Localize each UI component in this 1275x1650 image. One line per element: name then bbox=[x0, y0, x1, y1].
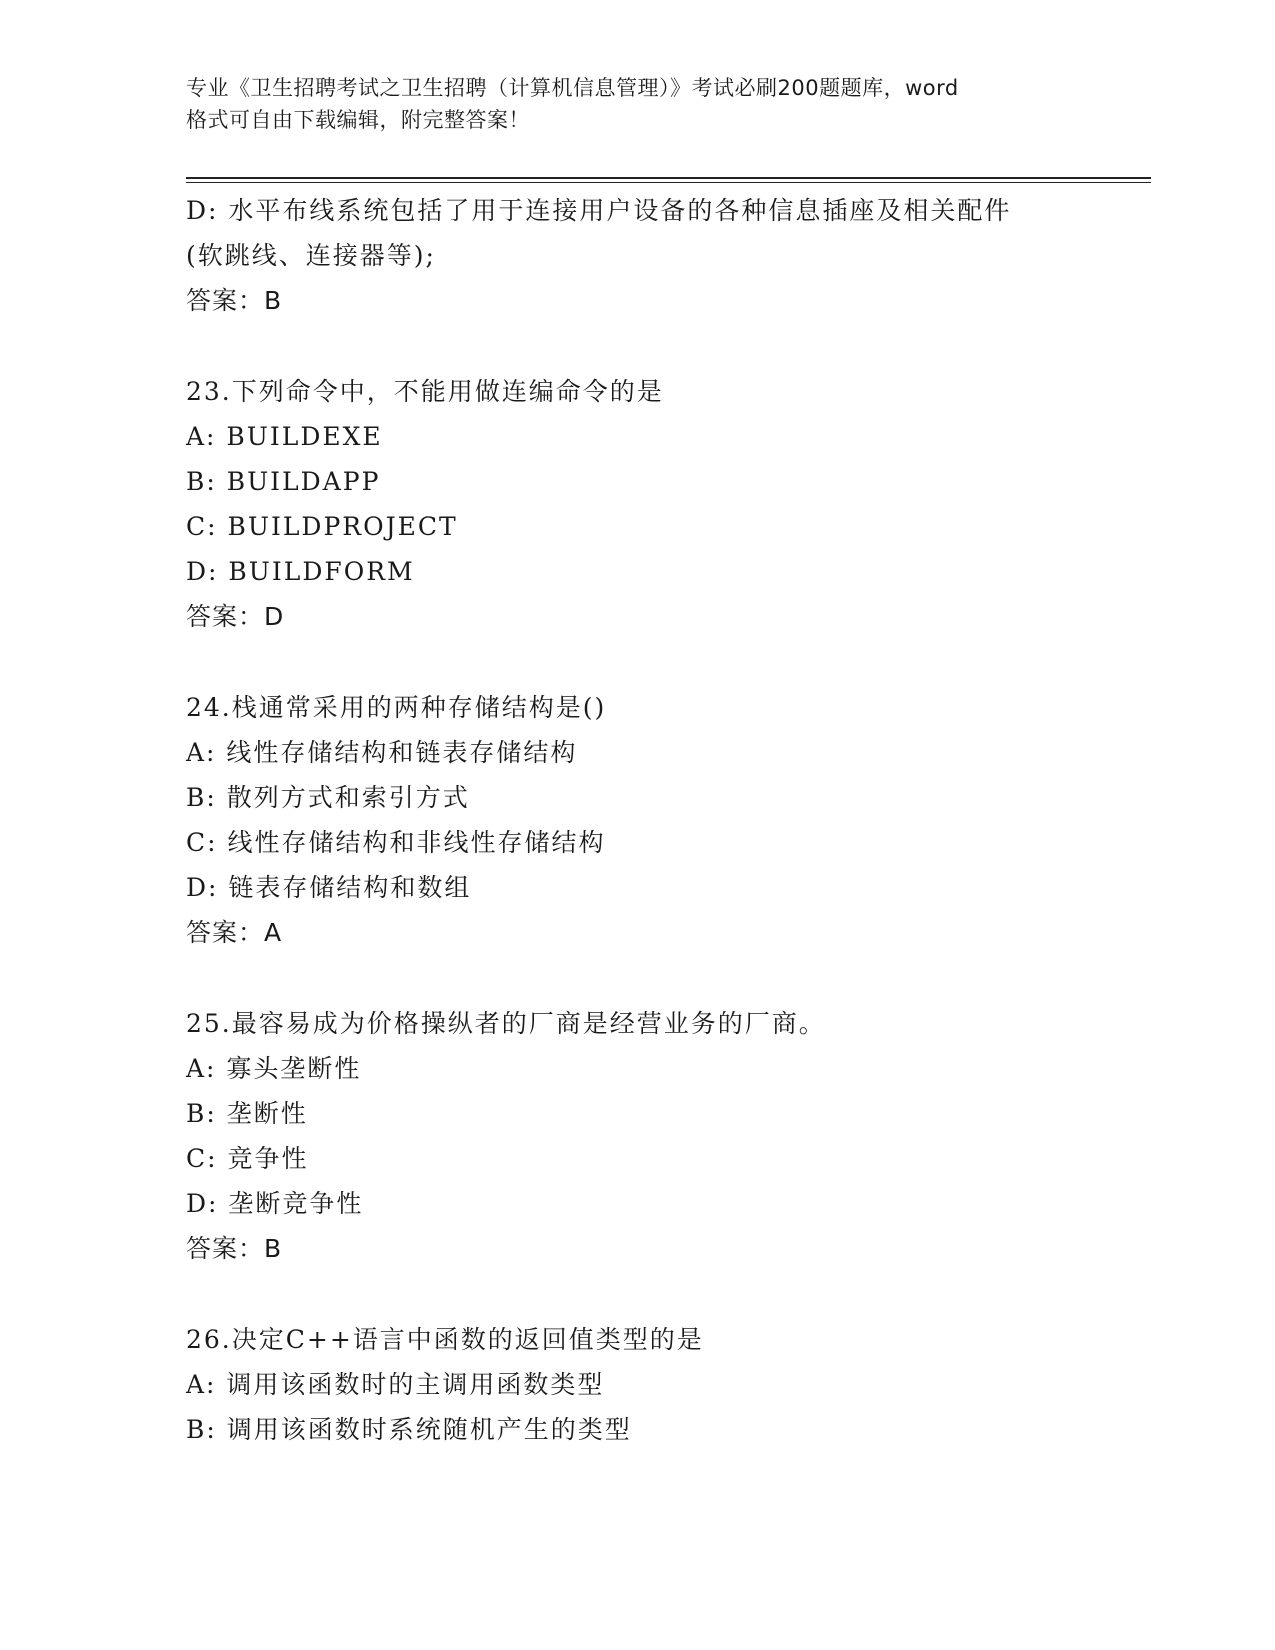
option-c: C: 竞争性 bbox=[186, 1144, 309, 1173]
answer-line bbox=[186, 1226, 1106, 1271]
question-list bbox=[186, 188, 1106, 1452]
spacer bbox=[186, 1271, 1106, 1317]
option-a: A: 调用该函数时的主调用函数类型 bbox=[186, 1370, 605, 1399]
question-stem: 25.最容易成为价格操纵者的厂商是经营业务的厂商。 bbox=[186, 1009, 826, 1038]
question-stem: 23.下列命令中，不能用做连编命令的是 bbox=[186, 377, 664, 406]
option-d: D: BUILDFORM bbox=[186, 557, 415, 586]
option-c: C: BUILDPROJECT bbox=[186, 512, 458, 541]
question-stem: 24.栈通常采用的两种存储结构是() bbox=[186, 693, 607, 722]
option-d-line-2: (软跳线、连接器等); bbox=[186, 241, 436, 270]
header-divider-thin bbox=[186, 182, 1151, 183]
answer-line bbox=[186, 910, 1106, 955]
answer-label: 答案： bbox=[186, 1234, 265, 1263]
option-a: A: 寡头垄断性 bbox=[186, 1054, 362, 1083]
answer-value: D bbox=[264, 602, 285, 631]
answer-label: 答案： bbox=[186, 602, 265, 631]
option-d-line-1: D: 水平布线系统包括了用于连接用户设备的各种信息插座及相关配件 bbox=[186, 196, 1012, 225]
answer-line bbox=[186, 278, 1106, 323]
spacer bbox=[186, 639, 1106, 685]
spacer bbox=[186, 323, 1106, 369]
option-c: C: 线性存储结构和非线性存储结构 bbox=[186, 828, 606, 857]
option-d: D: 链表存储结构和数组 bbox=[186, 873, 472, 902]
answer-value: B bbox=[264, 1234, 283, 1263]
answer-label: 答案： bbox=[186, 918, 265, 947]
document-header bbox=[186, 72, 1086, 136]
header-line-1: 专业《卫生招聘考试之卫生招聘（计算机信息管理）》考试必刷200题题库，word bbox=[186, 76, 959, 100]
question-24 bbox=[186, 685, 1106, 955]
question-continuation bbox=[186, 188, 1106, 323]
question-23 bbox=[186, 369, 1106, 639]
option-b: B: 调用该函数时系统随机产生的类型 bbox=[186, 1415, 632, 1444]
answer-line bbox=[186, 594, 1106, 639]
header-line-2: 格式可自由下载编辑，附完整答案！ bbox=[186, 108, 530, 132]
option-b: B: 垄断性 bbox=[186, 1099, 308, 1128]
question-26 bbox=[186, 1317, 1106, 1452]
answer-value: A bbox=[264, 918, 283, 947]
answer-value: B bbox=[264, 286, 283, 315]
option-d: D: 垄断竞争性 bbox=[186, 1189, 364, 1218]
option-b: B: 散列方式和索引方式 bbox=[186, 783, 470, 812]
question-25 bbox=[186, 1001, 1106, 1271]
option-a: A: 线性存储结构和链表存储结构 bbox=[186, 738, 578, 767]
header-divider-thick bbox=[186, 177, 1151, 179]
answer-label: 答案： bbox=[186, 286, 265, 315]
spacer bbox=[186, 955, 1106, 1001]
option-b: B: BUILDAPP bbox=[186, 467, 381, 496]
option-a: A: BUILDEXE bbox=[186, 422, 383, 451]
question-stem: 26.决定C++语言中函数的返回值类型的是 bbox=[186, 1325, 704, 1354]
